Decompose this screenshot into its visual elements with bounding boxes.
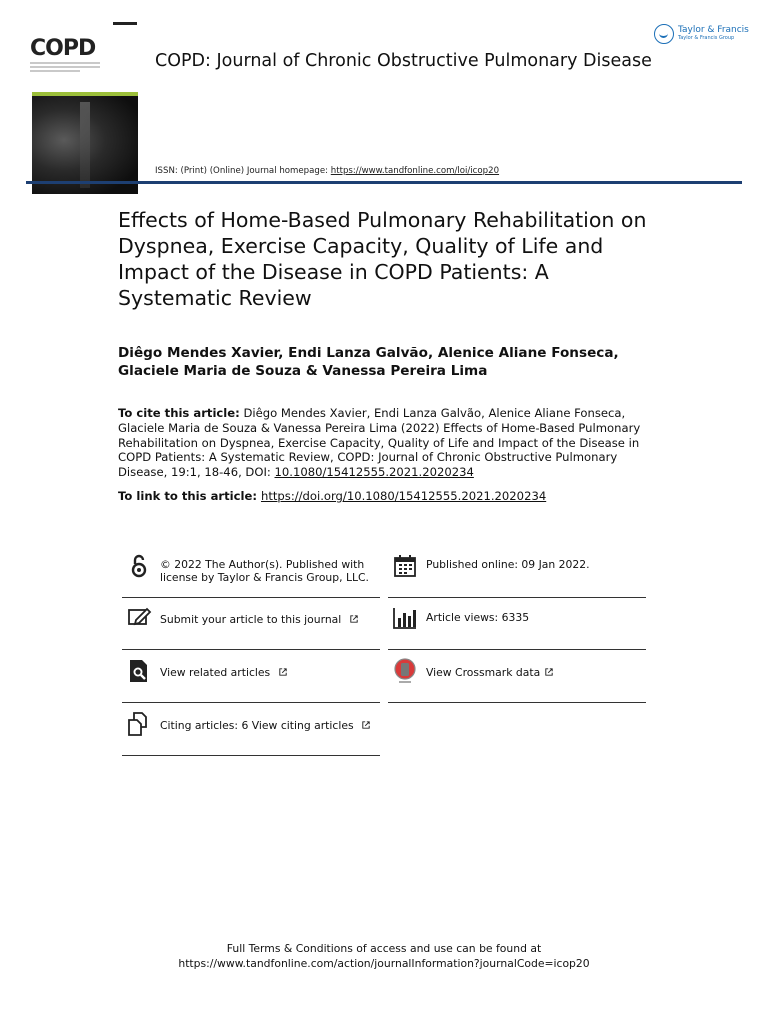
external-link-icon [545, 668, 553, 676]
submit-article-link[interactable]: Submit your article to this journal [160, 613, 342, 626]
journal-title: COPD: Journal of Chronic Obstructive Pulmonary Disease [155, 51, 652, 71]
calendar-icon [392, 553, 418, 579]
cover-topbar [113, 22, 137, 25]
cite-text: Diêgo Mendes Xavier, Endi Lanza Galvão, Alenice Aliane Fonseca, Glaciele Maria de Souza & Vanessa Pereira Lima (2022) Effects of Home-Based Pulmonary Rehabilitation on Dyspnea, Exercise Capacity, Quality of Life and Impact of the Disease in COPD Patients: A Systematic Review, COPD: Journal of Chronic Obstructive Pulmonary Disease, 19:1, 18-46, DOI: [118, 406, 641, 480]
terms-url[interactable]: https://www.tandfonline.com/action/journalInformation?journalCode=icop20 [178, 956, 590, 970]
article-link-block [118, 489, 678, 503]
article-doi-link[interactable]: https://doi.org/10.1080/15412555.2021.2020234 [260, 489, 547, 503]
cover-subtitle-lines [30, 62, 100, 76]
journal-homepage-link[interactable]: https://www.tandfonline.com/loi/icop20 [330, 166, 500, 176]
publisher-logo[interactable] [654, 22, 749, 46]
citation-block [118, 406, 658, 480]
external-link-icon [279, 668, 287, 676]
divider [122, 649, 380, 650]
citing-articles-link[interactable]: Citing articles: 6 View citing articles [160, 719, 354, 732]
license-line-1: © 2022 The Author(s). Published with [160, 558, 365, 571]
terms-line-1: Full Terms & Conditions of access and use can be found at [226, 942, 542, 955]
publisher-group: Taylor & Francis Group [678, 35, 735, 41]
divider [122, 702, 380, 703]
divider [388, 597, 646, 598]
divider [122, 755, 380, 756]
article-views: Article views: 6335 [426, 611, 530, 624]
publisher-name: Taylor & Francis [678, 25, 749, 35]
published-date: Published online: 09 Jan 2022. [426, 558, 590, 571]
issn-line [155, 166, 499, 176]
article-authors: Diêgo Mendes Xavier, Endi Lanza Galvão, Alenice Aliane Fonseca, Glaciele Maria de Souza & Vanessa Pereira Lima [118, 345, 619, 379]
bar-chart-icon [392, 605, 418, 631]
header-divider [26, 181, 742, 184]
cite-label: To cite this article: [118, 406, 240, 420]
link-label: To link to this article: [118, 489, 257, 503]
terms-footer [0, 942, 768, 971]
license-line-2: license by Taylor & Francis Group, LLC. [160, 571, 369, 584]
issn-text: ISSN: (Print) (Online) Journal homepage: [155, 166, 331, 176]
open-access-icon [126, 553, 152, 579]
cite-doi-link[interactable]: 10.1080/15412555.2021.2020234 [274, 465, 474, 480]
divider [388, 649, 646, 650]
article-title: Effects of Home-Based Pulmonary Rehabilitation on Dyspnea, Exercise Capacity, Quality of Life and Impact of the Disease in COPD Patients: A Systematic Review [118, 208, 647, 310]
divider [388, 702, 646, 703]
crossmark-link[interactable]: View Crossmark data [426, 666, 541, 679]
external-link-icon [350, 615, 358, 623]
crossmark-icon [392, 658, 418, 684]
related-search-icon [126, 658, 152, 684]
taylor-francis-logo-icon [654, 24, 674, 44]
related-articles-link[interactable]: View related articles [160, 666, 271, 679]
edit-icon [126, 605, 152, 631]
cover-logo: COPD [30, 36, 96, 61]
divider [122, 597, 380, 598]
external-link-icon [362, 721, 370, 729]
journal-cover [30, 22, 138, 172]
cover-xray-image [32, 96, 138, 194]
citing-articles-icon [126, 711, 152, 737]
